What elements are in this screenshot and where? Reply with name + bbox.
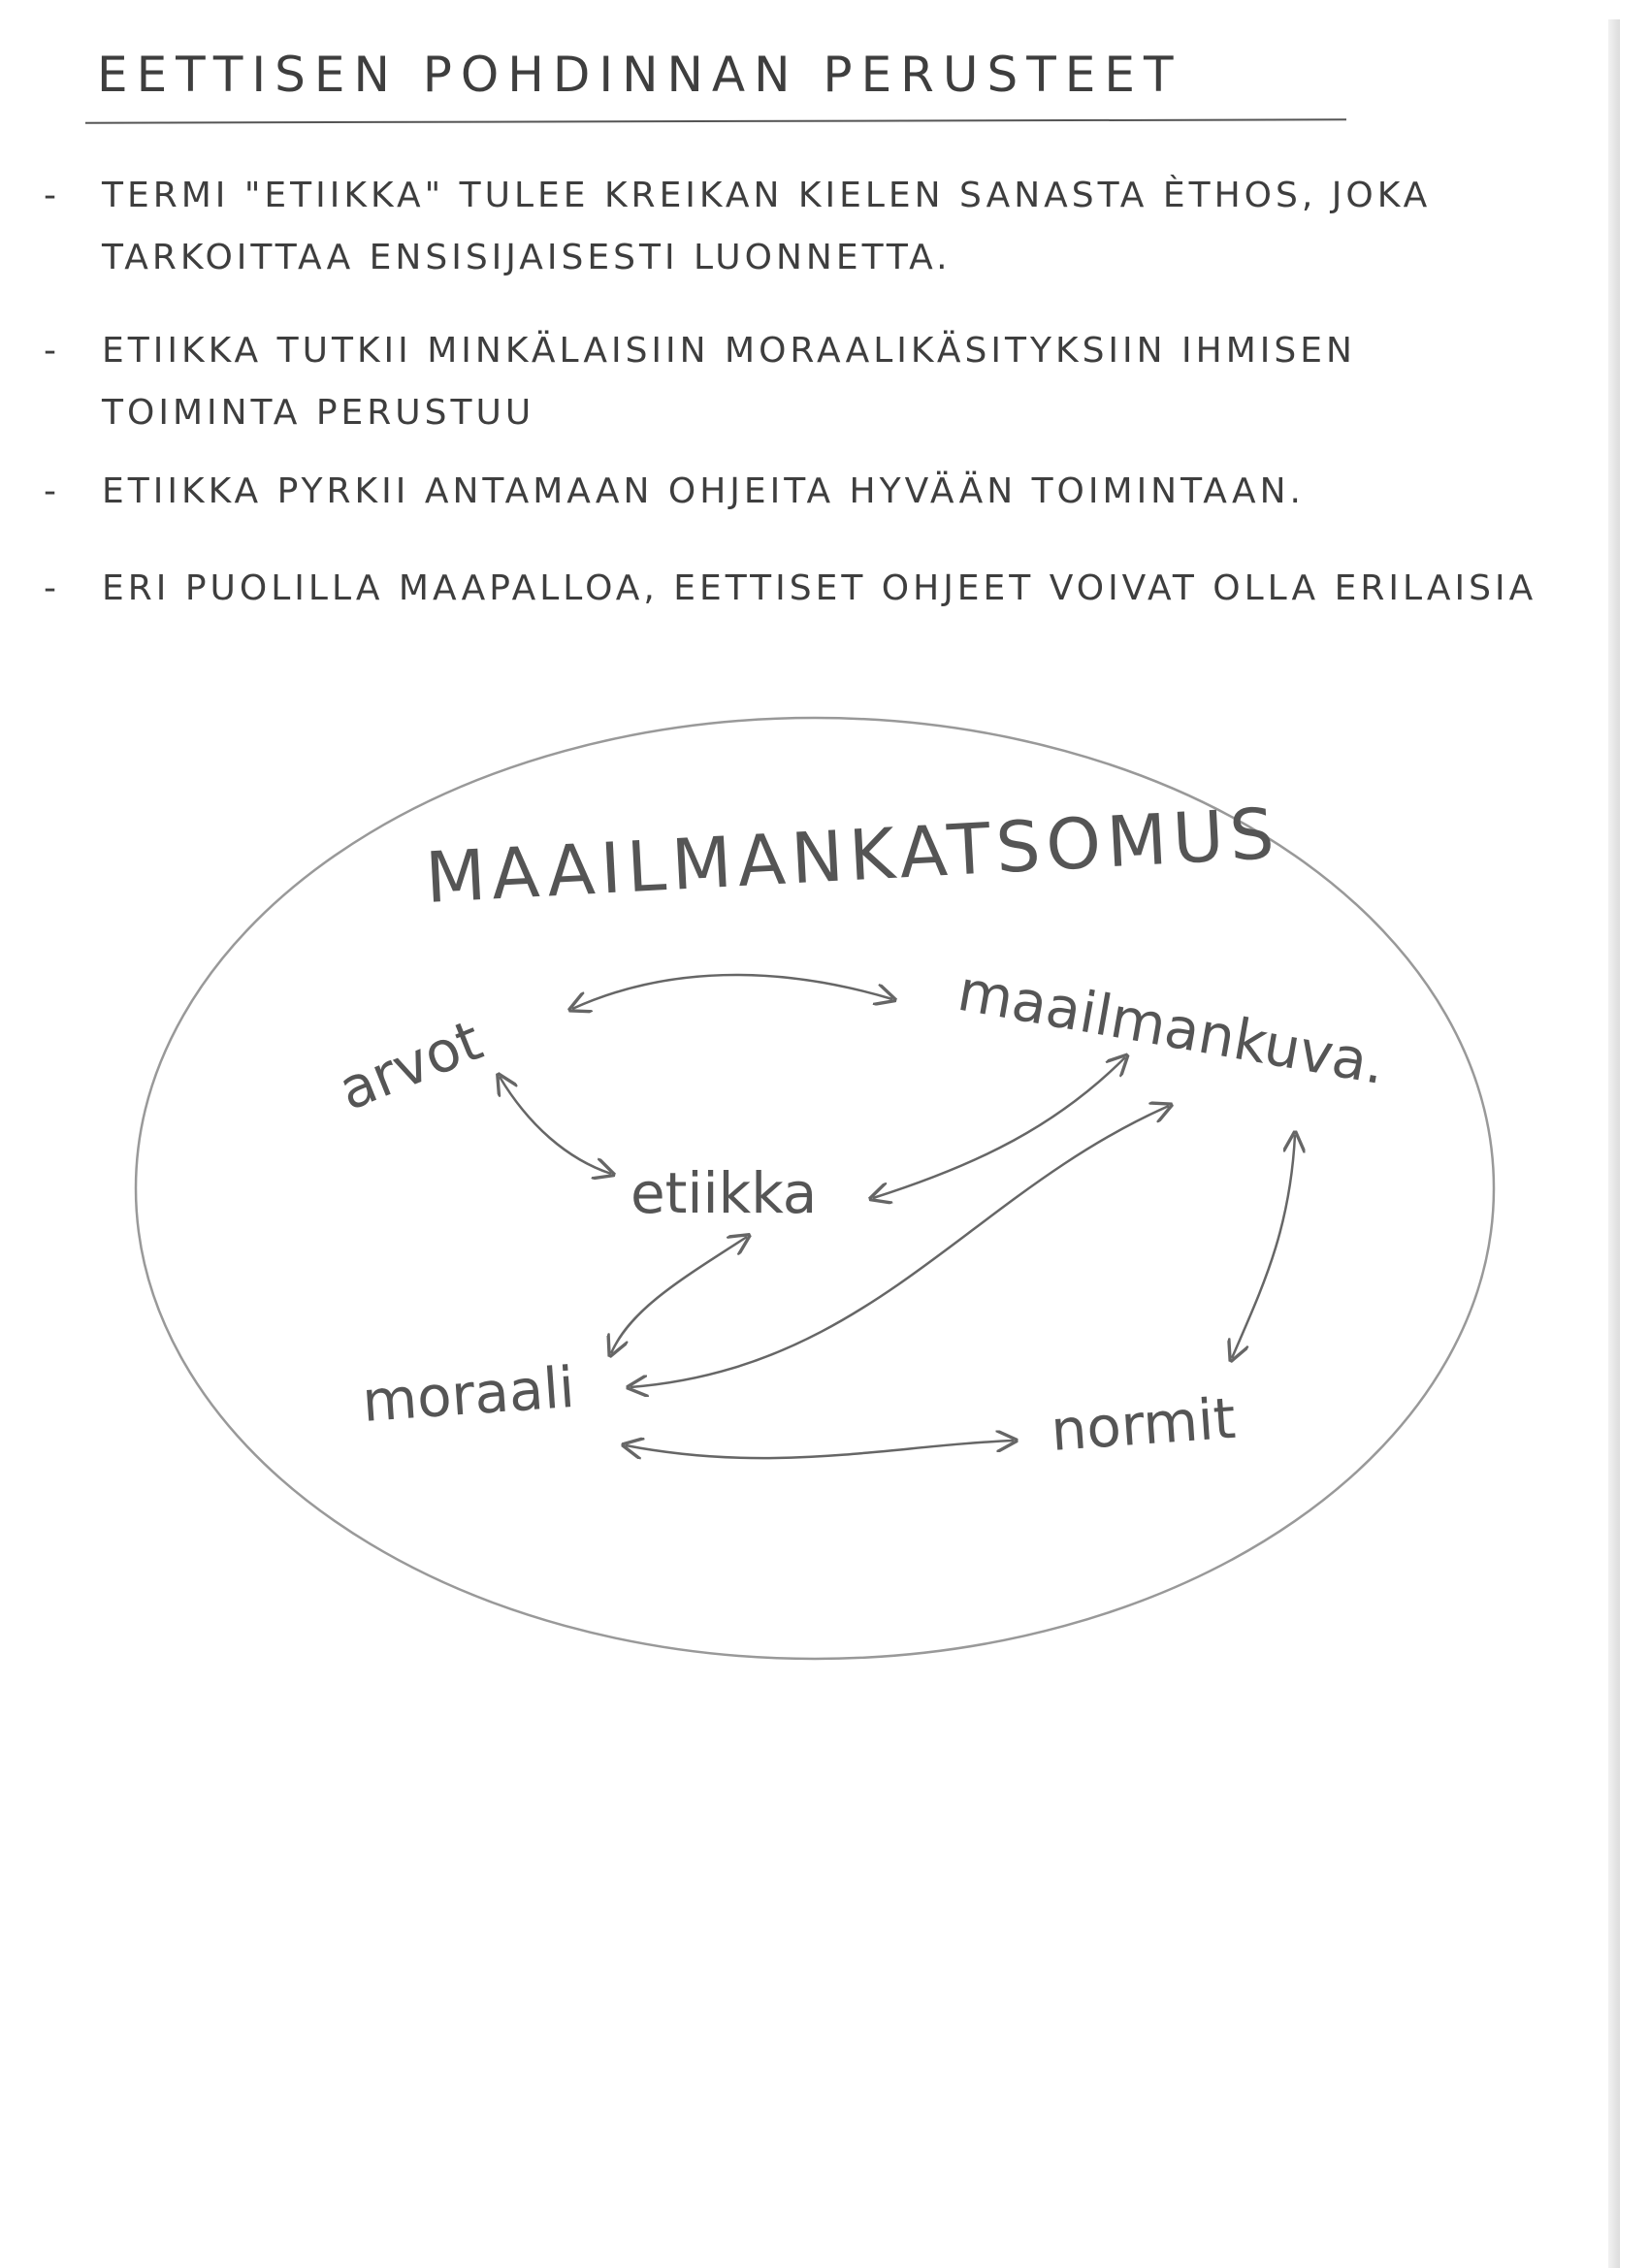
arrow-arvot-etiikka <box>500 1077 611 1174</box>
bullet-dash: - <box>44 568 60 608</box>
arrow-arvot-maailmankuva <box>572 975 892 1009</box>
arrow-etiikka-maailmankuva <box>873 1057 1125 1198</box>
arrow-normit-maailmankuva <box>1232 1135 1295 1358</box>
node-moraali: moraali <box>360 1353 577 1435</box>
node-etiikka: etiikka <box>630 1160 818 1226</box>
page-title: EETTISEN POHDINNAN PERUSTEET <box>97 47 1182 103</box>
arrow-moraali-maailmankuva <box>630 1106 1169 1387</box>
node-maailmankuva: maailmankuva. <box>953 956 1391 1098</box>
node-arvot: arvot <box>329 1007 492 1123</box>
bullet-dash: - <box>44 331 60 371</box>
bullet-text: ERI PUOLILLA MAAPALLOA, EETTISET OHJEET VOIVAT OLLA ERILAISIA <box>102 568 1537 608</box>
bullet-text: TERMI "ETIIKKA" TULEE KREIKAN KIELEN SANASTA ÈTHOS, JOKA TARKOITTAA ENSISIJAISESTI LUONNETTA. <box>102 176 1432 277</box>
arrow-etiikka-moraali <box>611 1237 747 1353</box>
bullet-text: ETIIKKA TUTKII MINKÄLAISIIN MORAALIKÄSITYKSIIN IHMISEN TOIMINTA PERUSTUU <box>102 331 1356 433</box>
bullet-text: ETIIKKA PYRKII ANTAMAAN OHJEITA HYVÄÄN TOIMINTAAN. <box>102 471 1305 511</box>
arrow-moraali-normit <box>626 1441 1014 1458</box>
node-normit: normit <box>1049 1384 1238 1464</box>
bullet-dash: - <box>44 471 60 511</box>
bullet-dash: - <box>44 176 60 215</box>
worldview-label: MAAILMANKATSOMUS <box>423 792 1282 919</box>
